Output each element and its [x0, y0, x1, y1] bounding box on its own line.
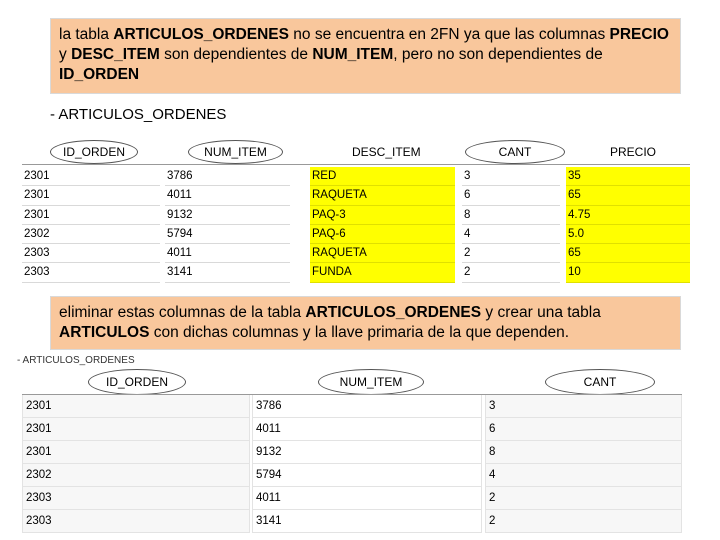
table-cell: 65	[566, 186, 690, 205]
header-id-orden: ID_ORDEN	[50, 140, 138, 164]
column-num-item	[165, 167, 290, 284]
box1-text-segment: ID_ORDEN	[59, 66, 140, 83]
header-precio: PRECIO	[610, 145, 657, 159]
table-cell: 2301	[22, 395, 250, 418]
table-cell: 8	[462, 206, 560, 225]
table-cell: 9132	[165, 206, 290, 225]
table-cell: 5.0	[566, 225, 690, 244]
table-cell: 6	[485, 418, 682, 441]
table-cell: 9132	[252, 441, 482, 464]
box1-text-segment: ARTICULOS_ORDENES	[113, 26, 289, 43]
explanation-note	[50, 18, 681, 94]
table-title: - ARTICULOS_ORDENES	[50, 106, 227, 123]
table-cell: 8	[485, 441, 682, 464]
table-title-2: - ARTICULOS_ORDENES	[17, 355, 135, 366]
box2-text-segment: con dichas columnas y la llave primaria de la que dependen.	[149, 324, 570, 341]
column-precio	[566, 167, 690, 284]
table-cell: 2	[462, 244, 560, 263]
table-cell: 4011	[252, 418, 482, 441]
table-cell: 65	[566, 244, 690, 263]
table-cell: 2	[462, 263, 560, 282]
table-cell: 2303	[22, 244, 160, 263]
table-cell: 2	[485, 510, 682, 533]
table-cell: 5794	[252, 464, 482, 487]
table-cell: 2303	[22, 487, 250, 510]
box1-text-segment: PRECIO	[609, 26, 669, 43]
table-cell: 2302	[22, 225, 160, 244]
table-cell: 3786	[252, 395, 482, 418]
header-id-orden-2: ID_ORDEN	[88, 369, 186, 395]
table-cell: 3	[485, 395, 682, 418]
table-cell: 5794	[165, 225, 290, 244]
table-cell: FUNDA	[310, 263, 455, 282]
box2-text-segment: y crear una tabla	[481, 304, 601, 321]
header-cant-2: CANT	[545, 369, 655, 395]
header-desc-item: DESC_ITEM	[352, 145, 421, 159]
header-num-item: NUM_ITEM	[188, 140, 283, 164]
table-cell: 2303	[22, 510, 250, 533]
table-cell: 4011	[165, 244, 290, 263]
table-cell: RAQUETA	[310, 244, 455, 263]
table-cell: 2302	[22, 464, 250, 487]
table-cell: 10	[566, 263, 690, 282]
table-cell: PAQ-3	[310, 206, 455, 225]
column-id-orden	[22, 167, 160, 284]
table-cell: 6	[462, 186, 560, 205]
table-cell: 35	[566, 167, 690, 186]
instruction-note	[50, 296, 681, 350]
header-cant: CANT	[465, 140, 565, 164]
table-cell: 2301	[22, 441, 250, 464]
box1-text-segment: DESC_ITEM	[71, 46, 160, 63]
box1-text-segment: son dependientes de	[159, 46, 313, 63]
table-cell: 4	[485, 464, 682, 487]
table-cell: 2301	[22, 418, 250, 441]
table-cell: 4	[462, 225, 560, 244]
table-cell: 4011	[165, 186, 290, 205]
header-rule	[22, 164, 690, 165]
table-cell: PAQ-6	[310, 225, 455, 244]
box1-text-segment: y	[59, 46, 72, 63]
table-cell: 2303	[22, 263, 160, 282]
table-cell: 2301	[22, 206, 160, 225]
table-cell: 2	[485, 487, 682, 510]
column-cant-2	[485, 395, 682, 533]
table-cell: 3141	[252, 510, 482, 533]
box2-text-segment: ARTICULOS	[59, 324, 150, 341]
table-cell: 4011	[252, 487, 482, 510]
box2-text-segment: eliminar estas columnas de la tabla	[59, 304, 306, 321]
table-cell: 3	[462, 167, 560, 186]
table-cell: 2301	[22, 167, 160, 186]
table-cell: 3141	[165, 263, 290, 282]
table-cell: 2301	[22, 186, 160, 205]
table-cell: RED	[310, 167, 455, 186]
header-num-item-2: NUM_ITEM	[318, 369, 424, 395]
column-num-item-2	[252, 395, 482, 533]
column-cant	[462, 167, 560, 284]
box1-text-segment: , pero no son dependientes de	[393, 46, 603, 63]
table-cell: 4.75	[566, 206, 690, 225]
box1-text-segment: no se encuentra en 2FN ya que las columnas	[288, 26, 610, 43]
table-cell: RAQUETA	[310, 186, 455, 205]
column-desc-item	[310, 167, 455, 284]
box1-text-segment: la tabla	[59, 26, 114, 43]
column-id-orden-2	[22, 395, 250, 533]
box2-text-segment: ARTICULOS_ORDENES	[305, 304, 482, 321]
table-cell: 3786	[165, 167, 290, 186]
box1-text-segment: NUM_ITEM	[312, 46, 394, 63]
